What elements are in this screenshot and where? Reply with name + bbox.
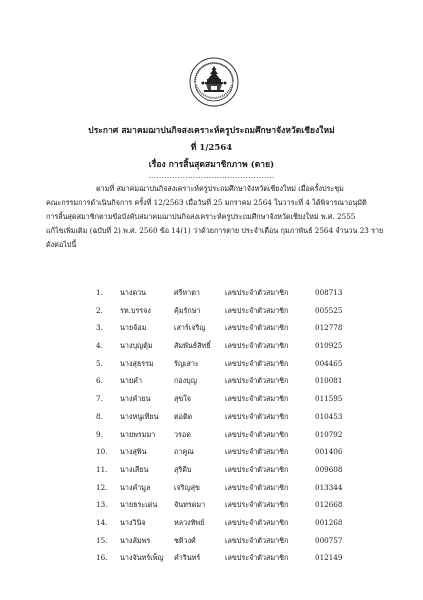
- member-id-label: เลขประจำตัวสมาชิก: [225, 517, 289, 527]
- member-row: [96, 323, 356, 341]
- member-number: 3.: [96, 323, 103, 333]
- member-name: นางคำยน: [120, 394, 151, 404]
- member-id: 012668: [315, 500, 343, 510]
- member-surname: ชติวงศ์: [174, 535, 196, 545]
- member-name: นายคำ: [120, 376, 143, 386]
- member-id-label: เลขประจำตัวสมาชิก: [225, 358, 289, 368]
- body-line: คณะกรรมการดำเนินกิจการ ครั้งที่ 12/2563 เมื่อวันที่ 25 มกราคม 2564 ในวาระที่ 4 ได้พิจารณาอนุมัติ: [46, 198, 367, 207]
- body-paragraph: [46, 182, 386, 252]
- member-surname: เสาร์เจริญ: [174, 323, 206, 333]
- member-id: 012778: [315, 323, 343, 333]
- member-surname: ศรีหาตา: [174, 288, 200, 297]
- member-row: [96, 394, 356, 412]
- member-number: 13.: [96, 500, 108, 510]
- dotted-separator: ................................................: [148, 172, 275, 180]
- member-surname: คำรินทร์: [174, 553, 201, 563]
- member-id-label: เลขประจำตัวสมาชิก: [225, 447, 289, 457]
- member-name: นางเสียน: [120, 464, 149, 474]
- member-id-label: เลขประจำตัวสมาชิก: [225, 553, 289, 563]
- member-row: [96, 376, 356, 394]
- body-line: การสิ้นสุดสมาชิกตามข้อบังคับสมาคมฌาปนกิจสงเคราะห์ครูประถมศึกษาจังหวัดเชียงใหม่ พ.ศ. 2555: [46, 212, 356, 221]
- member-id: 011595: [315, 394, 343, 404]
- body-line: ดังต่อไปนี้: [46, 240, 77, 249]
- member-id-label: เลขประจำตัวสมาชิก: [225, 482, 289, 492]
- member-list: [96, 288, 356, 571]
- member-surname: สุขใจ: [174, 394, 192, 404]
- member-name: นางดวน: [120, 288, 147, 297]
- member-surname: จันทรดมา: [174, 500, 206, 510]
- member-id-label: เลขประจำตัวสมาชิก: [225, 305, 289, 315]
- member-row: [96, 553, 356, 571]
- announcement-subject: เรื่อง การสิ้นสุดสมาชิกภาพ (ตาย): [148, 159, 275, 169]
- announcement-number: ที่ 1/2564: [190, 142, 233, 152]
- member-surname: รัญเสาะ: [174, 358, 199, 368]
- member-id: 010925: [315, 341, 343, 351]
- member-row: [96, 430, 356, 448]
- member-row: [96, 465, 356, 483]
- member-number: 16.: [96, 553, 108, 563]
- body-line: ตามที่ สมาคมฌาปนกิจสงเคราะห์ครูประถมศึกษาจังหวัดเชียงใหม่ เมื่อครั้งประชุม: [96, 184, 344, 193]
- member-number: 9.: [96, 429, 103, 439]
- member-id-label: เลขประจำตัวสมาชิก: [225, 394, 289, 404]
- member-number: 10.: [96, 447, 108, 457]
- body-line: แก้ไขเพิ่มเติม (ฉบับที่ 2) พ.ศ. 2560 ข้อ 14(1) ว่าด้วยการตาย ประจำเดือน กุมภาพันธ์ 2564 จำนวน 23 ราย: [46, 226, 384, 235]
- member-id: 012149: [315, 553, 343, 563]
- member-number: 7.: [96, 394, 103, 404]
- member-id: 008713: [315, 288, 343, 297]
- member-name: นางสุธรรม: [120, 358, 154, 368]
- member-name: นายพรมมา: [120, 429, 156, 439]
- member-number: 6.: [96, 376, 103, 386]
- member-name: นางหนูเทียน: [120, 411, 159, 421]
- member-surname: กองบุญ: [174, 376, 197, 386]
- member-row: [96, 306, 356, 324]
- member-surname: เจริญสุข: [174, 482, 200, 492]
- association-seal: [189, 57, 239, 107]
- member-row: [96, 288, 356, 306]
- member-id-label: เลขประจำตัวสมาชิก: [225, 376, 289, 386]
- member-id: 004465: [315, 358, 343, 368]
- member-id: 010792: [315, 429, 343, 439]
- member-row: [96, 518, 356, 536]
- member-name: นางลัมพร: [120, 535, 151, 545]
- member-id-label: เลขประจำตัวสมาชิก: [225, 500, 289, 510]
- member-number: 15.: [96, 535, 108, 545]
- member-name: นายจ้อม: [120, 323, 147, 333]
- member-row: [96, 447, 356, 465]
- member-id: 000757: [315, 535, 343, 545]
- member-row: [96, 536, 356, 554]
- member-id-label: เลขประจำตัวสมาชิก: [225, 464, 289, 474]
- member-id: 001406: [315, 447, 343, 457]
- member-surname: สุริดีบ: [174, 464, 192, 474]
- member-name: นางสุพิน: [120, 447, 147, 457]
- member-surname: ต่อติด: [174, 411, 193, 421]
- member-id: 013344: [315, 482, 343, 492]
- member-row: [96, 341, 356, 359]
- member-id-label: เลขประจำตัวสมาชิก: [225, 288, 289, 297]
- member-number: 12.: [96, 482, 108, 492]
- member-id-label: เลขประจำตัวสมาชิก: [225, 411, 289, 421]
- member-name: นางบุญตุ้ม: [120, 341, 153, 351]
- member-id: 010453: [315, 411, 343, 421]
- member-name: นางจันทร์เพ็ญ: [120, 553, 164, 563]
- member-id: 010081: [315, 376, 343, 386]
- member-name: นายธระเด่น: [120, 500, 158, 510]
- member-number: 5.: [96, 358, 103, 368]
- member-surname: สัมพันธ์สิทธิ์: [174, 341, 211, 351]
- member-number: 11.: [96, 464, 108, 474]
- member-number: 14.: [96, 517, 108, 527]
- member-id-label: เลขประจำตัวสมาชิก: [225, 535, 289, 545]
- member-number: 1.: [96, 288, 103, 297]
- member-surname: วรอด: [174, 429, 191, 439]
- member-id: 009608: [315, 464, 343, 474]
- member-name: รท.บรรจง: [120, 305, 151, 315]
- member-name: นางวินิจ: [120, 517, 146, 527]
- member-surname: คุ้มรักษา: [174, 305, 201, 315]
- member-id-label: เลขประจำตัวสมาชิก: [225, 323, 289, 333]
- member-id: 005525: [315, 305, 343, 315]
- member-id-label: เลขประจำตัวสมาชิก: [225, 341, 289, 351]
- member-id-label: เลขประจำตัวสมาชิก: [225, 429, 289, 439]
- member-number: 8.: [96, 411, 103, 421]
- member-row: [96, 359, 356, 377]
- member-row: [96, 412, 356, 430]
- member-id: 001268: [315, 517, 343, 527]
- member-number: 4.: [96, 341, 103, 351]
- member-surname: ถาคูณ: [174, 447, 194, 457]
- member-surname: หลวงทิพย์: [174, 517, 205, 527]
- announcement-title: ประกาศ สมาคมฌาปนกิจสงเคราะห์ครูประถมศึกษาจังหวัดเชียงใหม่: [88, 125, 335, 135]
- member-name: นางคำมูล: [120, 482, 151, 492]
- member-row: [96, 500, 356, 518]
- member-number: 2.: [96, 305, 103, 315]
- member-row: [96, 483, 356, 501]
